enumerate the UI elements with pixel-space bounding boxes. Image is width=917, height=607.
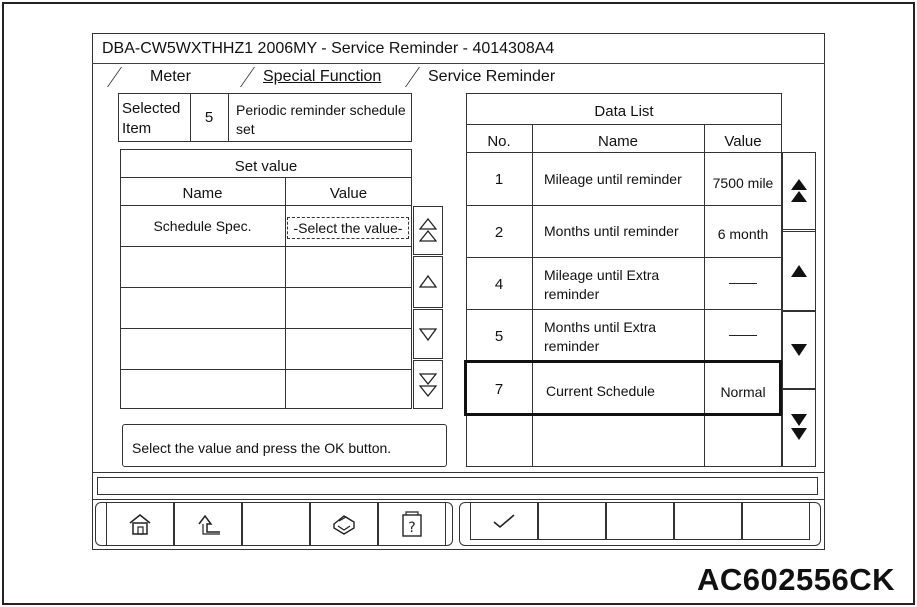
set-value-col-value: Value xyxy=(329,184,368,202)
data-row-name: Current Schedule xyxy=(546,383,655,399)
data-row-name: Mileage until Extra reminder xyxy=(544,267,660,302)
instruction-text: Select the value and press the OK button. xyxy=(132,440,392,456)
scroll-down-button[interactable] xyxy=(413,309,443,359)
selected-item-label: Selected Item xyxy=(122,100,181,137)
home-button[interactable] xyxy=(106,502,174,546)
check-icon xyxy=(491,512,517,530)
toolbar-slot-button[interactable] xyxy=(674,502,742,540)
up-icon xyxy=(790,264,808,278)
printer-icon xyxy=(330,512,358,536)
toolbar-slot-button[interactable] xyxy=(742,502,810,540)
data-row-name: Months until Extra reminder xyxy=(544,319,657,354)
toolbar-slot-button[interactable] xyxy=(606,502,674,540)
ok-button[interactable] xyxy=(470,502,538,540)
selected-item-number: 5 xyxy=(204,109,214,126)
double-up-outline-icon xyxy=(419,218,437,244)
data-row-value: 7500 mile xyxy=(712,175,774,191)
highlighted-row-frame xyxy=(464,360,782,416)
data-row-no: 5 xyxy=(494,328,504,345)
divider xyxy=(228,93,229,142)
value-select-field[interactable]: -Select the value- xyxy=(287,217,409,239)
divider xyxy=(120,177,412,178)
data-list-page-down-button[interactable] xyxy=(782,389,816,467)
back-icon xyxy=(193,512,223,536)
svg-text:?: ? xyxy=(408,520,416,536)
empty-button[interactable] xyxy=(242,502,310,546)
data-list-down-button[interactable] xyxy=(782,311,816,389)
figure-id: AC602556CK xyxy=(697,562,895,597)
tab-special-function[interactable]: Special Function xyxy=(263,68,382,85)
double-down-icon xyxy=(790,413,808,443)
window-title: DBA-CW5WXTHHZ1 2006MY - Service Reminder - 4014308A4 xyxy=(102,40,555,57)
data-row-no: 2 xyxy=(494,223,504,241)
up-outline-icon xyxy=(419,275,437,289)
data-list-up-button[interactable] xyxy=(782,231,816,311)
tab-meter[interactable]: Meter xyxy=(150,68,191,85)
data-row-value: Normal xyxy=(720,384,766,400)
data-list-page-up-button[interactable] xyxy=(782,152,816,230)
data-list-col-name: Name xyxy=(597,132,638,150)
divider xyxy=(92,472,825,473)
data-list-title: Data List xyxy=(594,102,654,120)
down-outline-icon xyxy=(419,327,437,341)
tab-service-reminder[interactable]: Service Reminder xyxy=(428,68,556,85)
double-up-icon xyxy=(790,178,808,204)
data-row-value: —— xyxy=(729,274,757,290)
divider xyxy=(466,124,782,125)
data-row-name: Mileage until reminder xyxy=(544,171,682,187)
data-row-value: 6 month xyxy=(717,226,769,242)
divider xyxy=(120,246,412,247)
help-icon xyxy=(401,511,423,537)
divider xyxy=(92,499,825,500)
divider xyxy=(120,328,412,329)
home-icon xyxy=(127,512,153,536)
scroll-page-down-button[interactable] xyxy=(413,360,443,409)
set-value-header: Set value xyxy=(234,157,298,175)
double-down-outline-icon xyxy=(419,372,437,398)
scroll-page-up-button[interactable] xyxy=(413,206,443,255)
toolbar-slot-button[interactable] xyxy=(538,502,606,540)
divider xyxy=(285,177,286,409)
selected-item-description: Periodic reminder schedule set xyxy=(236,102,406,137)
set-value-row-name: Schedule Spec. xyxy=(153,218,252,234)
status-bar xyxy=(97,477,818,495)
title-divider xyxy=(92,63,825,64)
down-icon xyxy=(790,343,808,357)
data-list-col-no: No. xyxy=(487,132,511,150)
data-row-no: 1 xyxy=(494,170,504,188)
divider xyxy=(120,287,412,288)
divider xyxy=(120,369,412,370)
back-button[interactable] xyxy=(174,502,242,546)
data-row-name: Months until reminder xyxy=(544,223,679,239)
set-value-col-name: Name xyxy=(182,184,223,202)
data-row-no: 7 xyxy=(494,380,504,398)
print-button[interactable] xyxy=(310,502,378,546)
help-button[interactable] xyxy=(378,502,446,546)
scroll-up-button[interactable] xyxy=(413,256,443,308)
data-list-col-value: Value xyxy=(724,132,762,150)
data-row-value: —— xyxy=(729,326,757,342)
data-row-no: 4 xyxy=(494,275,504,293)
